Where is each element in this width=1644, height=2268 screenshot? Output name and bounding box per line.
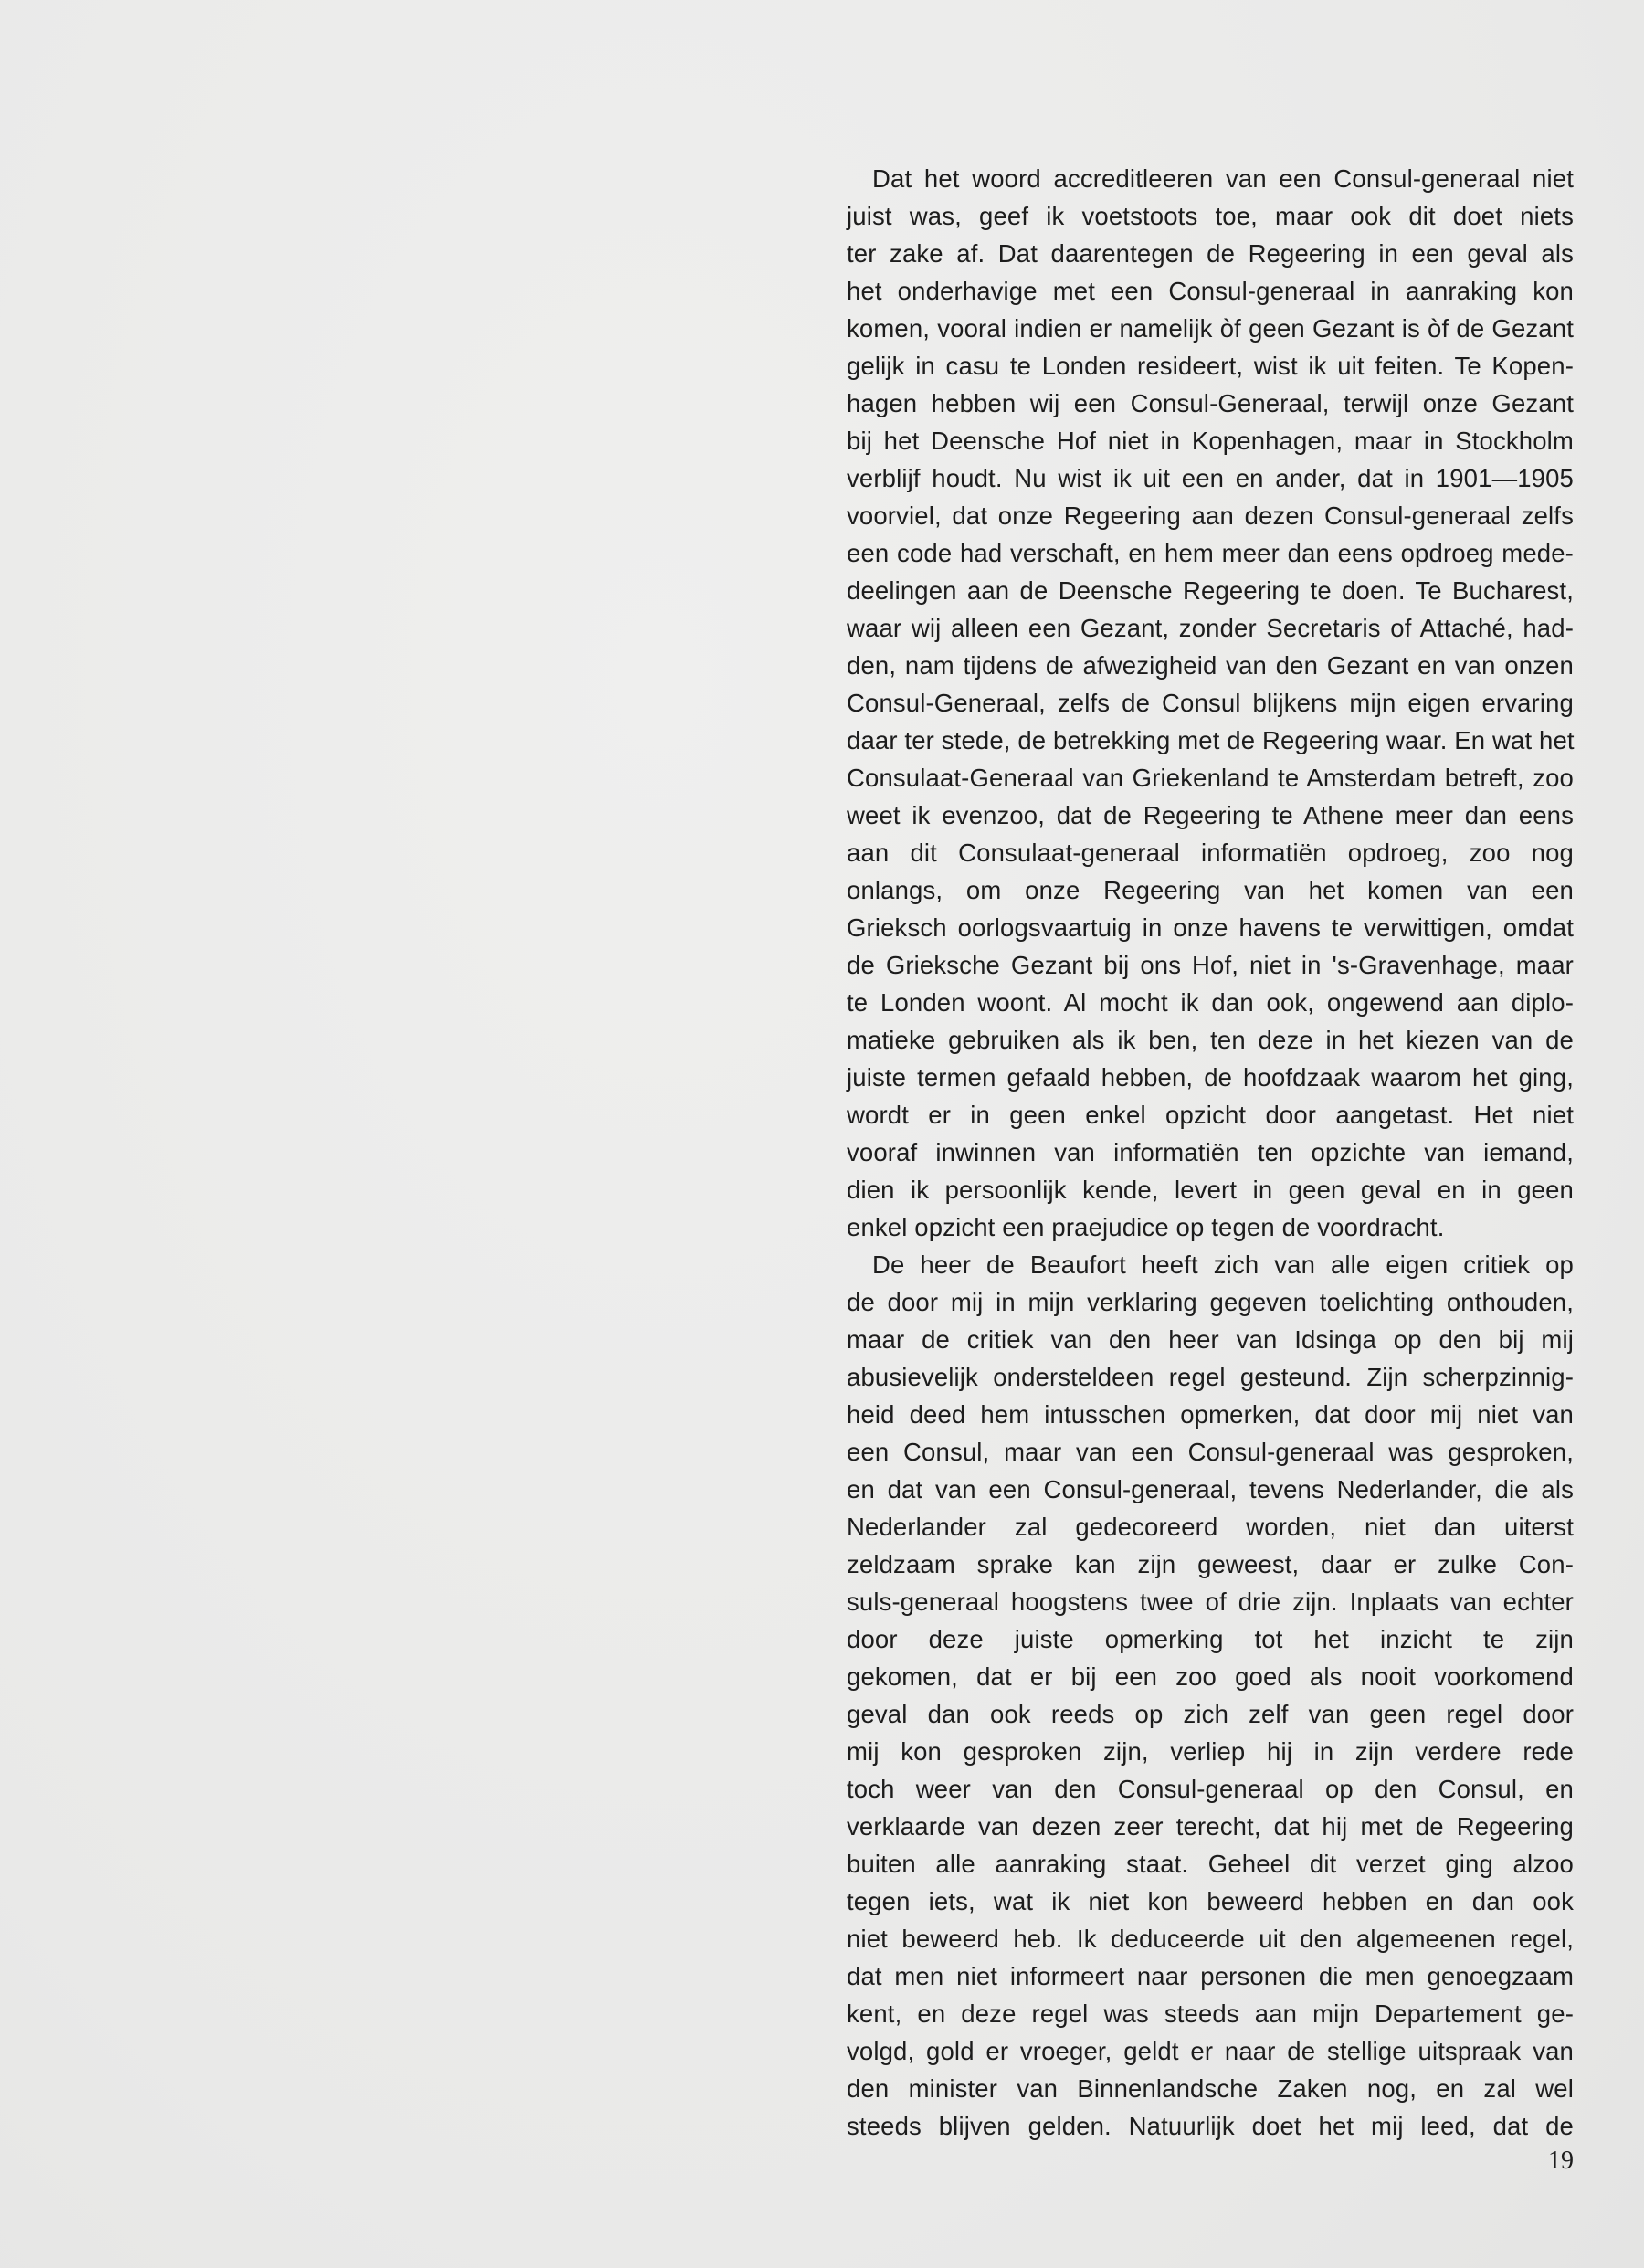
text-line: den, nam tijdens de afwezigheid van den Gezant en van onzen <box>847 651 1574 680</box>
text-line: komen, vooral indien er namelijk òf geen Gezant is òf de Gezant <box>847 314 1574 343</box>
text-line: Grieksch oorlogsvaartuig in onze havens te verwittigen, omdat <box>847 913 1574 942</box>
text-line: het onderhavige met een Consul-generaal in aanraking kon <box>847 277 1574 305</box>
text-line: te Londen woont. Al mocht ik dan ook, ongewend aan diplo- <box>847 988 1574 1017</box>
text-line: maar de critiek van den heer van Idsinga op den bij mij <box>847 1325 1574 1354</box>
text-line: daar ter stede, de betrekking met de Regeering waar. En wat het <box>847 726 1575 754</box>
text-line: onlangs, om onze Regeering van het komen van een <box>847 876 1574 904</box>
text-line: door deze juiste opmerking tot het inzicht te zijn <box>847 1625 1574 1653</box>
text-line: buiten alle aanraking staat. Geheel dit verzet ging alzoo <box>847 1850 1574 1878</box>
text-line: De heer de Beaufort heeft zich van alle eigen critiek op <box>872 1250 1574 1279</box>
text-line: geval dan ook reeds op zich zelf van geen regel door <box>847 1700 1574 1728</box>
text-line: juist was, geef ik voetstoots toe, maar ook dit doet niets <box>847 202 1574 230</box>
text-line: aan dit Consulaat-generaal informatiën opdroeg, zoo nog <box>847 839 1574 867</box>
text-line: niet beweerd heb. Ik deduceerde uit den algemeenen regel, <box>847 1925 1574 1953</box>
text-line: Dat het woord accreditleeren van een Consul-generaal niet <box>872 164 1574 193</box>
text-line: ter zake af. Dat daarentegen de Regeering in een geval als <box>847 239 1574 268</box>
paragraph-2 <box>847 1246 1574 2145</box>
text-line: zeldzaam sprake kan zijn geweest, daar er zulke Con- <box>847 1550 1574 1578</box>
text-line: Nederlander zal gedecoreerd worden, niet dan uiterst <box>847 1513 1574 1541</box>
text-line: verklaarde van dezen zeer terecht, dat hij met de Regeering <box>847 1812 1574 1841</box>
text-line: vooraf inwinnen van informatiën ten opzichte van iemand, <box>847 1138 1574 1166</box>
text-line: deelingen aan de Deensche Regeering te doen. Te Bucharest, <box>847 576 1574 605</box>
text-line: den minister van Binnenlandsche Zaken nog, en zal wel <box>847 2074 1574 2103</box>
text-line: en dat van een Consul-generaal, tevens Nederlander, die als <box>847 1475 1574 1503</box>
text-line: gelijk in casu te Londen resideert, wist ik uit feiten. Te Kopen- <box>847 352 1574 380</box>
text-line: gekomen, dat er bij een zoo goed als nooit voorkomend <box>847 1662 1574 1691</box>
text-line: matieke gebruiken als ik ben, ten deze in het kiezen van de <box>847 1026 1574 1054</box>
text-line: heid deed hem intusschen opmerken, dat door mij niet van <box>847 1400 1574 1429</box>
paragraph-1 <box>847 160 1574 1246</box>
text-line: steeds blijven gelden. Natuurlijk doet het mij leed, dat de <box>847 2112 1574 2140</box>
text-line: waar wij alleen een Gezant, zonder Secretaris of Attaché, had- <box>847 614 1574 642</box>
text-line: abusievelijk ondersteldeen regel gesteund. Zijn scherpzinnig- <box>847 1363 1574 1391</box>
text-line: Consulaat-Generaal van Griekenland te Amsterdam betreft, zoo <box>847 764 1574 792</box>
text-line: weet ik evenzoo, dat de Regeering te Athene meer dan eens <box>847 801 1574 829</box>
text-line: een Consul, maar van een Consul-generaal was gesproken, <box>847 1438 1574 1466</box>
text-line: Consul-Generaal, zelfs de Consul blijkens mijn eigen ervaring <box>847 689 1574 717</box>
page-number: 19 <box>1548 2147 1574 2175</box>
text-line: dat men niet informeert naar personen die men genoegzaam <box>847 1962 1574 1990</box>
text-line: suls-generaal hoogstens twee of drie zijn. Inplaats van echter <box>847 1588 1574 1616</box>
text-line: toch weer van den Consul-generaal op den Consul, en <box>847 1775 1574 1803</box>
text-line: een code had verschaft, en hem meer dan eens opdroeg mede- <box>847 539 1574 567</box>
text-line: wordt er in geen enkel opzicht door aangetast. Het niet <box>847 1101 1574 1129</box>
text-line: bij het Deensche Hof niet in Kopenhagen, maar in Stockholm <box>847 427 1574 455</box>
text-line: hagen hebben wij een Consul-Generaal, terwijl onze Gezant <box>847 389 1574 417</box>
text-line: enkel opzicht een praejudice op tegen de voordracht. <box>847 1213 1445 1241</box>
text-line: tegen iets, wat ik niet kon beweerd hebben en dan ook <box>847 1887 1574 1915</box>
text-line: mij kon gesproken zijn, verliep hij in zijn verdere rede <box>847 1737 1574 1766</box>
text-line: volgd, gold er vroeger, geldt er naar de stellige uitspraak van <box>847 2037 1574 2065</box>
text-line: kent, en deze regel was steeds aan mijn Departement ge- <box>847 1999 1574 2028</box>
text-line: de Grieksche Gezant bij ons Hof, niet in 's-Gravenhage, maar <box>847 951 1574 979</box>
text-line: dien ik persoonlijk kende, levert in geen geval en in geen <box>847 1176 1574 1204</box>
text-line: de door mij in mijn verklaring gegeven toelichting onthouden, <box>847 1288 1574 1316</box>
text-line: juiste termen gefaald hebben, de hoofdzaak waarom het ging, <box>847 1063 1574 1092</box>
text-line: voorviel, dat onze Regeering aan dezen Consul-generaal zelfs <box>847 501 1574 530</box>
text-line: verblijf houdt. Nu wist ik uit een en ander, dat in 1901—1905 <box>847 464 1574 492</box>
body-text <box>847 160 1574 2145</box>
